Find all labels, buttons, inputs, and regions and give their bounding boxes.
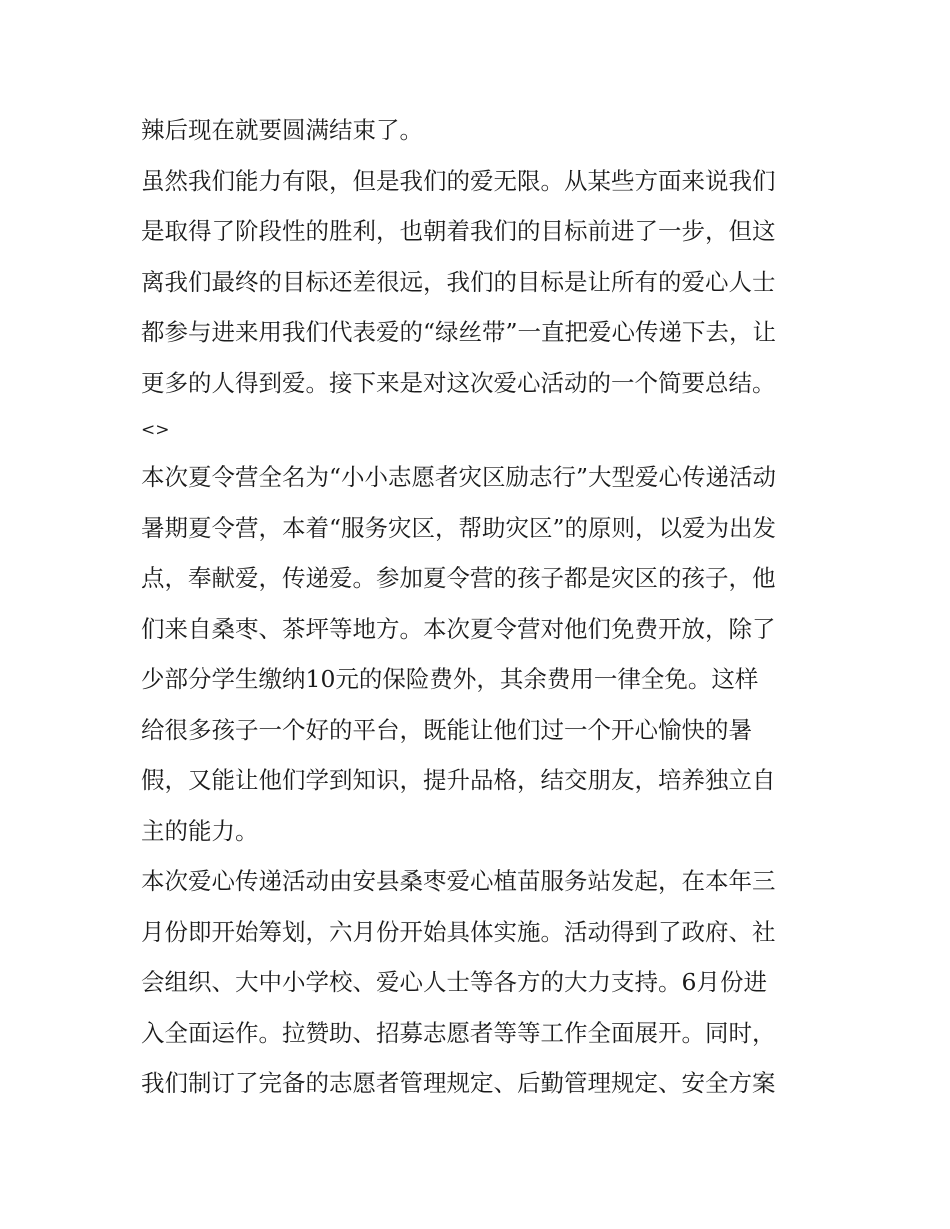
body-text [141, 105, 821, 1109]
text-line: 我们制订了完备的志愿者管理规定、后勤管理规定、安全方案 [141, 1069, 776, 1097]
text-line: 本次夏令营全名为“小小志愿者灾区励志行”大型爱心传递活动 [141, 463, 777, 491]
text-line: 少部分学生缴纳10元的保险费外，其余费用一律全免。这样 [141, 665, 759, 693]
text-line: 给很多孩子一个好的平台，既能让他们过一个开心愉快的暑 [141, 715, 752, 744]
text-line: 主的能力。 [141, 816, 259, 845]
text-line: 会组织、大中小学校、爱心人士等各方的大力支持。6月份进 [141, 968, 767, 996]
text-line: 本次爱心传递活动由安县桑枣爱心植苗服务站发起，在本年三 [141, 867, 776, 895]
text-line-marker: <> [141, 420, 170, 440]
text-line: 都参与进来用我们代表爱的“绿丝带”一直把爱心传递下去，让 [141, 318, 777, 346]
text-line: 假，又能让他们学到知识，提升品格，结交朋友，培养独立自 [141, 766, 776, 794]
text-line: 离我们最终的目标还差很远，我们的目标是让所有的爱心人士 [141, 267, 776, 296]
text-line: 虽然我们能力有限，但是我们的爱无限。从某些方面来说我们 [141, 166, 776, 195]
text-line: 们来自桑枣、茶坪等地方。本次夏令营对他们免费开放，除了 [141, 614, 776, 643]
text-line: 入全面运作。拉赞助、招募志愿者等等工作全面展开。同时， [141, 1018, 776, 1047]
text-line: 辣后现在就要圆满结束了。 [141, 116, 423, 144]
text-line: 点，奉献爱，传递爱。参加夏令营的孩子都是灾区的孩子，他 [141, 564, 776, 592]
text-line: 是取得了阶段性的胜利，也朝着我们的目标前进了一步，但这 [141, 217, 776, 245]
text-line: 更多的人得到爱。接下来是对这次爱心活动的一个简要总结。 [141, 368, 776, 397]
text-line: 月份即开始筹划，六月份开始具体实施。活动得到了政府、社 [141, 917, 776, 946]
text-line: 暑期夏令营，本着“服务灾区，帮助灾区”的原则，以爱为出发 [141, 513, 777, 542]
